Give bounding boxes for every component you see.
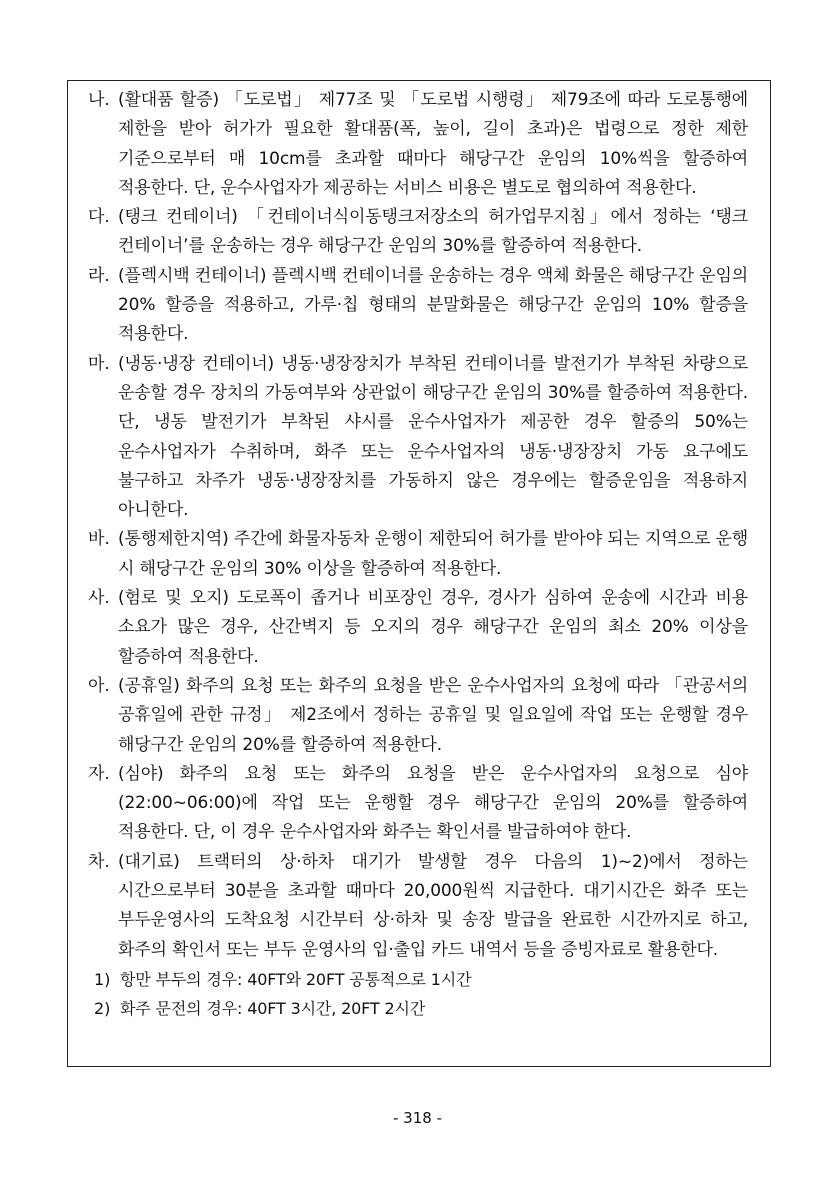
- clause-text: (대기료) 트랙터의 상·하차 대기가 발생할 경우 다음의 1)~2)에서 정하는 시간으로부터 30분을 초과할 때마다 20,000원씩 지급한다. 대기시간은 화주 또는 부두운영사의 도착요청 시간부터 상·하차 및 송장 발급을 완료한 시간까지로 하고, 화주의 확인서 또는 부두 운영사의 입·출입 카드 내역서 등을 증빙자료로 활용한다.: [118, 851, 748, 960]
- clause-text: (활대품 할증) 「도로법」 제77조 및 「도로법 시행령」 제79조에 따라 도로통행에 제한을 받아 허가가 필요한 활대품(폭, 높이, 길이 초과)은 법령으로 정한 제한 기준으로부터 매 10cm를 초과할 때마다 해당구간 운임의 10%씩을 할증하여 적용한다. 단, 운수사업자가 제공하는 서비스 비용은 별도로 협의하여 적용한다.: [118, 90, 748, 198]
- clause-marker: 마.: [88, 353, 110, 374]
- clause-na: [88, 86, 748, 203]
- clause-marker: 나.: [88, 90, 110, 110]
- clause-sa: [88, 584, 748, 672]
- sub-clause-marker: 1): [94, 969, 111, 989]
- clause-cha: [88, 848, 748, 965]
- clause-text: (험로 및 오지) 도로폭이 좁거나 비포장인 경우, 경사가 심하여 운송에 시간과 비용 소요가 많은 경우, 산간벽지 등 오지의 경우 해당구간 운임의 최소 20% 이상을 할증하여 적용한다.: [118, 588, 748, 667]
- clause-marker: 라.: [88, 265, 110, 286]
- clause-marker: 차.: [88, 851, 110, 872]
- clause-a: [88, 672, 748, 760]
- clause-marker: 아.: [88, 675, 110, 696]
- clause-marker: 다.: [88, 207, 110, 228]
- document-body: [88, 86, 748, 1024]
- sub-clause-1: [94, 965, 748, 994]
- sub-clause-marker: 2): [94, 999, 111, 1019]
- clause-text: (공휴일) 화주의 요청 또는 화주의 요청을 받은 운수사업자의 요청에 따라 「관공서의 공휴일에 관한 규정」 제2조에서 정하는 공휴일 및 일요일에 작업 또는 운행할 경우 해당구간 운임의 20%를 할증하여 적용한다.: [118, 675, 748, 755]
- clause-da: [88, 203, 748, 262]
- clause-text: (심야) 화주의 요청 또는 화주의 요청을 받은 운수사업자의 요청으로 심야(22:00~06:00)에 작업 또는 운행할 경우 해당구간 운임의 20%를 할증하여 적용한다. 단, 이 경우 운수사업자와 화주는 확인서를 발급하여야 한다.: [118, 763, 748, 843]
- clause-ra: [88, 262, 748, 350]
- clause-marker: 자.: [88, 763, 110, 784]
- sub-clause-text: 항만 부두의 경우: 40FT와 20FT 공통적으로 1시간: [120, 969, 472, 989]
- clause-ja: [88, 760, 748, 848]
- clause-text: (통행제한지역) 주간에 화물자동차 운행이 제한되어 허가를 받아야 되는 지역으로 운행 시 해당구간 운임의 30% 이상을 할증하여 적용한다.: [118, 529, 748, 579]
- clause-ba: [88, 525, 748, 584]
- clause-ma: [88, 350, 748, 526]
- clause-text: (플렉시백 컨테이너) 플렉시백 컨테이너를 운송하는 경우 액체 화물은 해당구간 운임의 20% 할증을 적용하고, 가루·칩 형태의 분말화물은 해당구간 운임의 10% 할증을 적용한다.: [118, 265, 748, 345]
- clause-text: (냉동·냉장 컨테이너) 냉동·냉장장치가 부착된 컨테이너를 발전기가 부착된 차량으로 운송할 경우 장치의 가동여부와 상관없이 해당구간 운임의 30%를 할증하여 적용한다. 단, 냉동 발전기가 부착된 샤시를 운수사업자가 제공한 경우 할증의 50%는 운수사업자가 수취하며, 화주 또는 운수사업자의 냉동·냉장장치 가동 요구에도 불구하고 차주가 냉동·냉장장치를 가동하지 않은 경우에는 할증운임을 적용하지 아니한다.: [118, 353, 748, 521]
- page-number: - 318 -: [393, 1109, 442, 1127]
- clause-text: (탱크 컨테이너) 「컨테이너식이동탱크저장소의 허가업무지침」에서 정하는 ‘탱크 컨테이너’를 운송하는 경우 해당구간 운임의 30%를 할증하여 적용한다.: [118, 207, 748, 257]
- clause-marker: 바.: [88, 529, 110, 550]
- clause-marker: 사.: [88, 588, 110, 609]
- sub-clause-2: [94, 994, 748, 1023]
- sub-clause-text: 화주 문전의 경우: 40FT 3시간, 20FT 2시간: [120, 999, 426, 1019]
